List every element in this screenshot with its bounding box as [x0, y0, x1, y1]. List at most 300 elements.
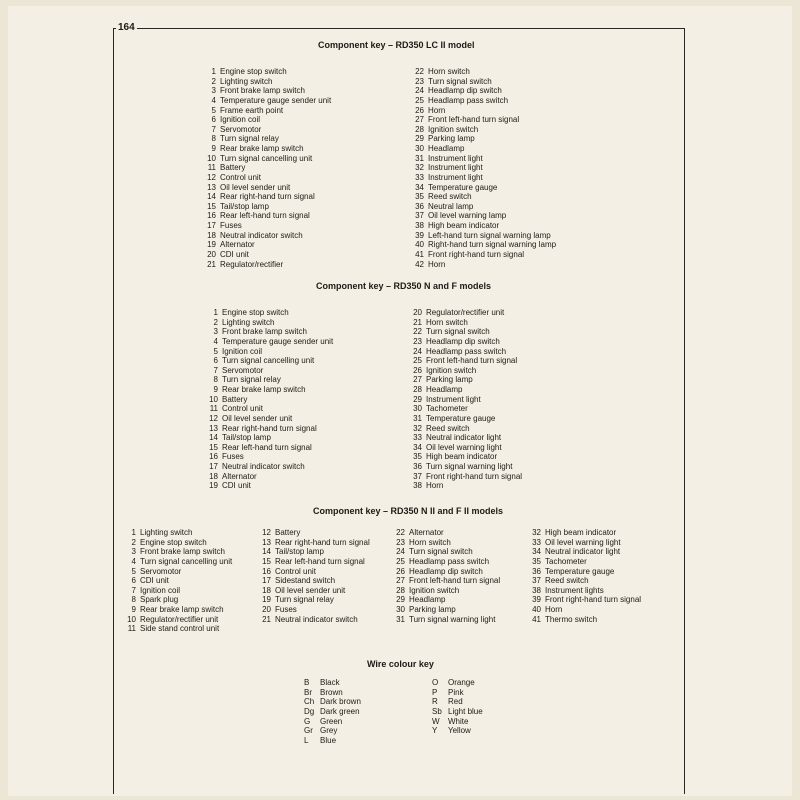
component-row	[406, 154, 556, 164]
component-name: Reed switch	[426, 423, 470, 433]
component-number: 37	[415, 211, 424, 221]
component-name: Lighting switch	[222, 317, 275, 327]
component-row	[198, 106, 331, 116]
component-row	[200, 452, 333, 462]
component-number: 31	[396, 614, 405, 624]
component-number: 21	[413, 317, 422, 327]
component-name: Instrument light	[426, 394, 481, 404]
component-row	[198, 183, 331, 193]
component-number: 13	[209, 423, 218, 433]
component-name: Tail/stop lamp	[222, 433, 271, 443]
component-row	[198, 202, 331, 212]
component-number: 12	[262, 528, 271, 537]
component-number: 24	[413, 346, 422, 356]
component-name: Temperature gauge	[545, 566, 615, 576]
component-number: 2	[211, 76, 216, 86]
component-row	[404, 385, 522, 395]
component-number: 24	[396, 547, 405, 557]
component-name: Headlamp	[428, 144, 465, 153]
component-name: Horn	[426, 481, 444, 491]
component-row	[118, 538, 232, 548]
component-row	[200, 433, 333, 443]
component-row	[523, 605, 641, 615]
section3-col-4	[523, 528, 641, 624]
component-row	[404, 462, 522, 472]
component-row	[118, 624, 232, 634]
component-number: 22	[396, 528, 405, 537]
component-row	[404, 347, 522, 357]
component-name: Oil level sender unit	[222, 413, 293, 423]
component-name: Front left-hand turn signal	[409, 576, 501, 586]
wire-colour-row	[432, 726, 483, 736]
wire-colour-code: Gr	[304, 726, 313, 736]
wire-colour-code: Sb	[432, 706, 442, 716]
component-row	[118, 567, 232, 577]
component-row	[406, 221, 556, 231]
component-number: 28	[415, 124, 424, 134]
component-number: 6	[211, 115, 216, 125]
component-row	[406, 202, 556, 212]
component-name: Rear left-hand turn signal	[275, 556, 365, 566]
component-number: 38	[413, 481, 422, 491]
component-number: 20	[413, 308, 422, 317]
component-number: 19	[209, 481, 218, 491]
component-row	[198, 154, 331, 164]
component-row	[200, 366, 333, 376]
component-name: Parking lamp	[409, 605, 456, 614]
component-row	[404, 424, 522, 434]
component-number: 31	[413, 413, 422, 423]
wire-colour-name: Dark brown	[320, 697, 361, 707]
component-number: 18	[209, 471, 218, 481]
component-name: Regulator/rectifier unit	[426, 308, 505, 317]
component-row	[198, 211, 331, 221]
component-number: 16	[207, 211, 216, 221]
component-name: Battery	[222, 394, 248, 404]
component-number: 35	[532, 556, 541, 566]
wire-colour-name: Pink	[448, 687, 464, 697]
component-name: Oil level sender unit	[220, 182, 291, 192]
wire-colour-row	[432, 717, 483, 727]
component-number: 36	[413, 462, 422, 471]
component-row	[118, 615, 232, 625]
component-row	[404, 433, 522, 443]
component-name: Servomotor	[220, 124, 262, 134]
component-name: Reed switch	[428, 192, 472, 202]
component-name: Alternator	[409, 528, 444, 537]
component-name: Headlamp	[409, 595, 446, 605]
component-row	[406, 211, 556, 221]
component-number: 22	[415, 67, 424, 76]
component-name: Oil level sender unit	[275, 585, 346, 595]
component-number: 2	[131, 537, 136, 547]
component-row	[523, 615, 641, 625]
component-number: 17	[209, 462, 218, 471]
component-number: 38	[532, 585, 541, 595]
wire-colour-name: Black	[320, 678, 340, 687]
component-number: 40	[415, 240, 424, 250]
wire-colour-name: Blue	[320, 735, 337, 745]
component-name: Headlamp dip switch	[426, 336, 500, 346]
component-row	[198, 192, 331, 202]
component-name: Headlamp pass switch	[409, 556, 490, 566]
component-row	[198, 231, 331, 241]
component-number: 1	[131, 528, 136, 537]
component-number: 34	[532, 547, 541, 557]
component-row	[118, 557, 232, 567]
component-name: Ignition switch	[426, 365, 477, 375]
component-name: Turn signal switch	[409, 547, 473, 557]
component-number: 15	[209, 442, 218, 452]
component-row	[200, 385, 333, 395]
component-name: Reed switch	[545, 576, 589, 586]
component-row	[406, 106, 556, 116]
component-number: 32	[532, 528, 541, 537]
component-name: Horn	[545, 605, 563, 614]
component-name: Front brake lamp switch	[222, 327, 307, 337]
component-name: Front brake lamp switch	[140, 547, 225, 557]
component-row	[253, 557, 370, 567]
component-row	[198, 221, 331, 231]
component-row	[387, 595, 500, 605]
component-name: Left-hand turn signal warning lamp	[428, 230, 551, 240]
component-row	[198, 115, 331, 125]
component-number: 11	[207, 163, 216, 173]
wire-colour-row	[432, 688, 483, 698]
component-number: 19	[262, 595, 271, 605]
wire-colour-row	[304, 736, 361, 746]
component-row	[406, 77, 556, 87]
component-name: Headlamp dip switch	[409, 566, 483, 576]
component-name: CDI unit	[222, 481, 251, 491]
component-name: Horn switch	[428, 67, 470, 76]
component-number: 16	[209, 452, 218, 462]
component-name: Headlamp pass switch	[426, 346, 507, 356]
component-number: 23	[413, 336, 422, 346]
component-number: 23	[415, 76, 424, 86]
component-number: 17	[207, 221, 216, 230]
component-number: 25	[396, 556, 405, 566]
component-row	[406, 260, 556, 270]
component-row	[200, 308, 333, 318]
component-number: 18	[207, 230, 216, 240]
component-row	[404, 318, 522, 328]
component-row	[200, 481, 333, 491]
component-row	[253, 586, 370, 596]
page-number: 164	[118, 22, 135, 33]
component-row	[406, 163, 556, 173]
component-number: 13	[262, 537, 271, 547]
component-number: 14	[209, 433, 218, 443]
component-number: 22	[413, 327, 422, 337]
component-name: Headlamp dip switch	[428, 86, 502, 96]
component-number: 14	[262, 547, 271, 557]
component-number: 20	[207, 249, 216, 259]
component-name: High beam indicator	[545, 528, 617, 537]
component-row	[200, 327, 333, 337]
component-name: Front left-hand turn signal	[428, 115, 520, 125]
component-number: 28	[396, 585, 405, 595]
component-row	[404, 327, 522, 337]
component-name: Ignition switch	[428, 124, 479, 134]
component-name: Fuses	[275, 605, 297, 614]
component-row	[118, 547, 232, 557]
component-row	[523, 586, 641, 596]
wire-colour-name: Light blue	[448, 706, 483, 716]
wire-colour-name: Dark green	[320, 706, 360, 716]
component-number: 38	[415, 221, 424, 230]
wire-colour-name: Red	[448, 697, 463, 707]
component-number: 33	[415, 172, 424, 182]
component-name: CDI unit	[220, 249, 249, 259]
component-row	[404, 356, 522, 366]
component-number: 26	[413, 365, 422, 375]
component-number: 42	[415, 259, 424, 269]
component-name: Instrument lights	[545, 585, 604, 595]
component-name: Neutral indicator light	[545, 547, 621, 557]
component-name: Instrument light	[428, 163, 483, 173]
component-row	[387, 538, 500, 548]
component-name: Neutral indicator light	[426, 433, 502, 443]
component-row	[387, 557, 500, 567]
component-number: 12	[209, 413, 218, 423]
component-row	[406, 134, 556, 144]
component-number: 37	[532, 576, 541, 586]
component-row	[200, 472, 333, 482]
component-name: Front left-hand turn signal	[426, 356, 518, 366]
component-number: 33	[413, 433, 422, 443]
component-number: 33	[532, 537, 541, 547]
component-name: Oil level warning lamp	[428, 211, 507, 221]
component-row	[404, 452, 522, 462]
component-name: Ignition coil	[222, 346, 263, 356]
component-name: Neutral indicator switch	[222, 462, 305, 471]
wire-colour-row	[432, 678, 483, 688]
component-number: 10	[127, 614, 136, 624]
component-number: 9	[131, 605, 136, 614]
component-row	[118, 595, 232, 605]
wire-colour-code: P	[432, 687, 438, 697]
component-row	[198, 163, 331, 173]
component-number: 34	[415, 182, 424, 192]
component-name: High beam indicator	[428, 221, 500, 230]
component-name: Turn signal warning light	[426, 462, 513, 471]
component-row	[253, 605, 370, 615]
component-name: Engine stop switch	[222, 308, 289, 317]
component-name: Tail/stop lamp	[275, 547, 324, 557]
wire-colour-name: White	[448, 716, 469, 726]
component-number: 23	[396, 537, 405, 547]
wire-colour-row	[304, 688, 361, 698]
component-number: 29	[413, 394, 422, 404]
component-name: Lighting switch	[220, 76, 273, 86]
component-number: 11	[127, 624, 136, 634]
section1-col-1	[198, 67, 331, 269]
component-name: Ignition coil	[140, 585, 181, 595]
component-name: Parking lamp	[426, 375, 473, 385]
wire-key-title: Wire colour key	[367, 659, 434, 669]
component-name: Right-hand turn signal warning lamp	[428, 240, 557, 250]
component-name: Rear left-hand turn signal	[220, 211, 310, 221]
component-row	[406, 250, 556, 260]
component-name: Sidestand switch	[275, 576, 336, 586]
section2-title: Component key – RD350 N and F models	[316, 281, 492, 291]
component-name: Control unit	[222, 404, 263, 414]
component-number: 30	[415, 144, 424, 153]
component-number: 35	[413, 452, 422, 462]
component-row	[198, 67, 331, 77]
wire-colour-name: Yellow	[448, 726, 471, 736]
component-name: Rear brake lamp switch	[220, 144, 304, 153]
component-name: Servomotor	[222, 365, 264, 375]
component-number: 26	[396, 566, 405, 576]
component-name: Control unit	[275, 566, 316, 576]
component-number: 10	[207, 153, 216, 163]
component-row	[198, 77, 331, 87]
component-name: Turn signal warning light	[409, 614, 496, 624]
component-row	[200, 356, 333, 366]
component-number: 31	[415, 153, 424, 163]
component-row	[523, 547, 641, 557]
component-row	[404, 481, 522, 491]
wire-colour-row	[304, 717, 361, 727]
component-number: 2	[213, 317, 218, 327]
component-name: Alternator	[220, 240, 255, 250]
component-name: Rear right-hand turn signal	[220, 192, 315, 202]
component-number: 16	[262, 566, 271, 576]
component-name: CDI unit	[140, 576, 169, 586]
component-number: 17	[262, 576, 271, 586]
component-row	[198, 125, 331, 135]
component-name: Front right-hand turn signal	[426, 471, 523, 481]
component-number: 19	[207, 240, 216, 250]
wire-colour-row	[432, 697, 483, 707]
component-row	[200, 443, 333, 453]
component-number: 1	[211, 67, 216, 76]
wire-colour-code: Br	[304, 687, 312, 697]
component-number: 34	[413, 442, 422, 452]
wire-colour-row	[304, 678, 361, 688]
component-name: Lighting switch	[140, 528, 193, 537]
component-number: 24	[415, 86, 424, 96]
component-name: Temperature gauge sender unit	[220, 95, 332, 105]
component-row	[118, 576, 232, 586]
component-row	[387, 567, 500, 577]
component-name: Engine stop switch	[140, 537, 207, 547]
wire-colour-row	[304, 726, 361, 736]
wire-colour-name: Green	[320, 716, 343, 726]
component-name: Parking lamp	[428, 134, 475, 144]
wire-colour-code: R	[432, 697, 438, 707]
wire-colour-code: Dg	[304, 706, 315, 716]
component-name: Alternator	[222, 471, 257, 481]
component-number: 39	[415, 230, 424, 240]
component-row	[198, 240, 331, 250]
component-row	[406, 67, 556, 77]
component-number: 26	[415, 105, 424, 115]
component-row	[406, 173, 556, 183]
component-name: Neutral indicator switch	[220, 230, 303, 240]
component-number: 21	[262, 614, 271, 624]
component-name: Fuses	[222, 452, 244, 462]
component-row	[387, 547, 500, 557]
component-row	[118, 605, 232, 615]
component-row	[198, 250, 331, 260]
section3-title: Component key – RD350 N II and F II models	[313, 506, 504, 516]
component-number: 3	[211, 86, 216, 96]
component-row	[200, 395, 333, 405]
component-row	[523, 528, 641, 538]
component-number: 41	[415, 249, 424, 259]
component-number: 4	[211, 95, 216, 105]
component-name: Tail/stop lamp	[220, 201, 269, 211]
component-row	[404, 375, 522, 385]
component-number: 3	[213, 327, 218, 337]
wire-colour-name: Grey	[320, 726, 338, 736]
wire-colour-code: W	[432, 716, 440, 726]
component-row	[253, 528, 370, 538]
component-row	[387, 586, 500, 596]
wire-colour-code: B	[304, 678, 310, 687]
component-row	[200, 318, 333, 328]
component-name: Rear right-hand turn signal	[222, 423, 317, 433]
component-row	[253, 567, 370, 577]
component-row	[198, 173, 331, 183]
component-name: Horn switch	[426, 317, 468, 327]
component-name: Front right-hand turn signal	[545, 595, 642, 605]
component-name: Frame earth point	[220, 105, 284, 115]
component-row	[198, 144, 331, 154]
component-row	[523, 567, 641, 577]
component-number: 10	[209, 394, 218, 404]
component-name: Tachometer	[426, 404, 468, 414]
component-row	[404, 366, 522, 376]
component-row	[406, 231, 556, 241]
component-number: 30	[413, 404, 422, 414]
component-name: Turn signal cancelling unit	[222, 356, 315, 366]
component-number: 4	[213, 336, 218, 346]
component-name: Servomotor	[140, 566, 182, 576]
component-number: 35	[415, 192, 424, 202]
component-number: 12	[207, 172, 216, 182]
component-name: Side stand control unit	[140, 624, 220, 634]
component-number: 5	[213, 346, 218, 356]
component-number: 5	[211, 105, 216, 115]
component-row	[200, 414, 333, 424]
component-row	[200, 337, 333, 347]
component-number: 25	[415, 95, 424, 105]
component-name: Turn signal cancelling unit	[220, 153, 313, 163]
component-name: Headlamp	[426, 385, 463, 394]
component-row	[387, 605, 500, 615]
wire-colour-code: G	[304, 716, 311, 726]
component-row	[406, 96, 556, 106]
component-number: 11	[209, 404, 218, 414]
component-number: 18	[262, 585, 271, 595]
wire-colour-row	[304, 707, 361, 717]
component-name: Temperature gauge sender unit	[222, 336, 334, 346]
section1-col-2	[406, 67, 556, 269]
component-name: Ignition switch	[409, 585, 460, 595]
component-row	[404, 443, 522, 453]
component-row	[404, 472, 522, 482]
component-row	[200, 404, 333, 414]
component-number: 4	[131, 556, 136, 566]
component-row	[200, 424, 333, 434]
component-number: 36	[415, 201, 424, 211]
component-row	[387, 576, 500, 586]
component-name: Turn signal relay	[275, 595, 334, 605]
